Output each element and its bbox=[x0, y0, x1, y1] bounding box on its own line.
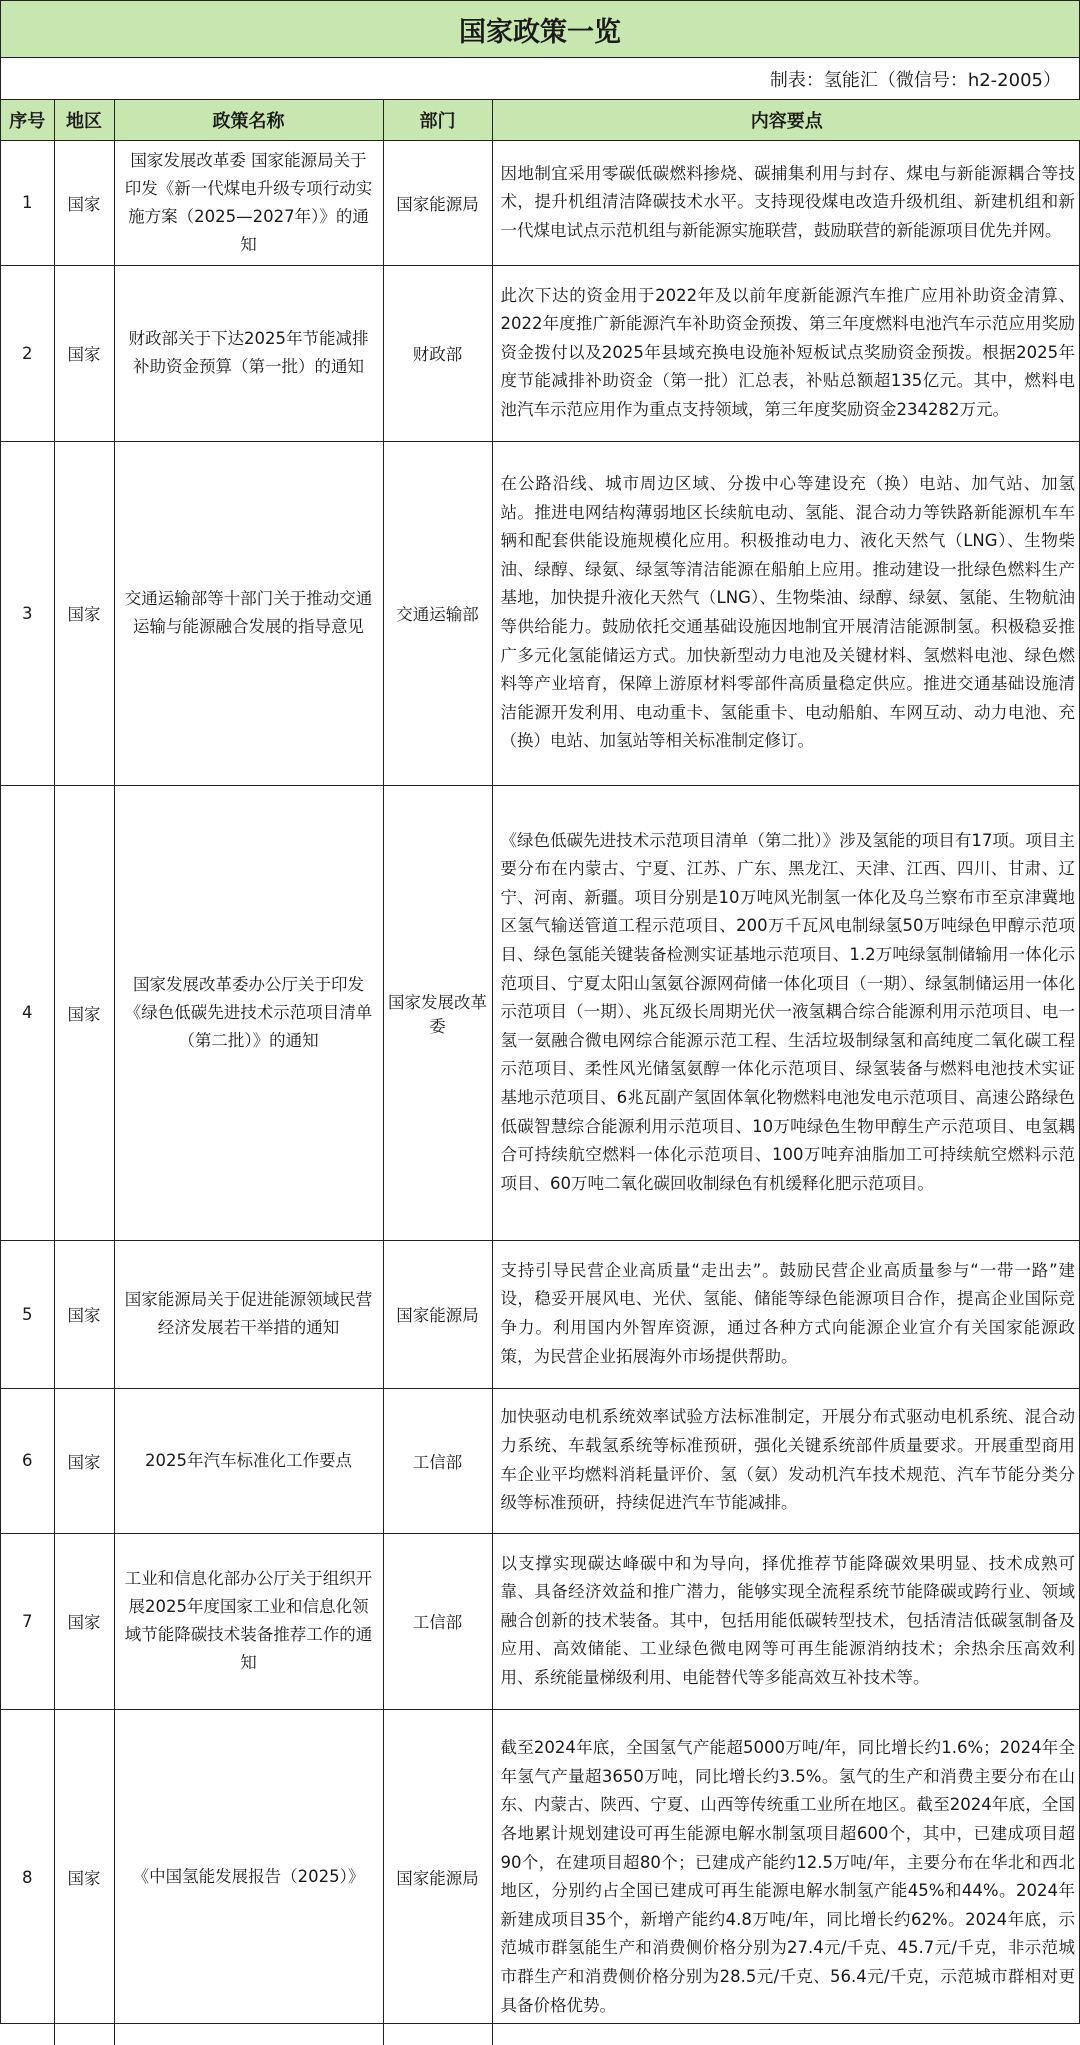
cell-department: 工信部 bbox=[383, 1533, 492, 1709]
cell-department: 国家能源局 bbox=[383, 1709, 492, 2045]
cell-content: 因地制宜采用零碳低碳燃料掺烧、碳捕集利用与封存、煤电与新能源耦合等技术，提升机组清洁降碳技术水平。支持现役煤电改造升级机组、新建机组和新一代煤电试点示范机组与新能源实施联营，鼓励联营的新能源项目优先并网。 bbox=[492, 140, 1080, 265]
cell-no: 1 bbox=[1, 140, 54, 265]
table-row bbox=[1, 265, 1080, 441]
policy-table bbox=[1, 100, 1080, 2045]
cell-policy-name: 《中国氢能发展报告（2025）》 bbox=[114, 1709, 383, 2045]
cell-department: 国家发展改革委 bbox=[383, 785, 492, 1240]
table-row bbox=[1, 785, 1080, 1240]
page-title: 国家政策一览 bbox=[1, 1, 1079, 58]
cell-region: 国家 bbox=[54, 441, 114, 785]
cell-region: 国家 bbox=[54, 1709, 114, 2045]
cell-region: 国家 bbox=[54, 140, 114, 265]
table-row bbox=[1, 1388, 1080, 1533]
header-policy-name: 政策名称 bbox=[114, 100, 383, 140]
table-row bbox=[1, 1533, 1080, 1709]
cell-content: 以支撑实现碳达峰碳中和为导向，择优推荐节能降碳效果明显、技术成熟可靠、具备经济效益和推广潜力，能够实现全流程系统节能降碳或跨行业、领域融合创新的技术装备。其中，包括用能低碳转型技术，包括清洁低碳氢制备及应用、高效储能、工业绿色微电网等可再生能源消纳技术；余热余压高效利用、系统能量梯级利用、电能替代等多能高效互补技术等。 bbox=[492, 1533, 1080, 1709]
table-row bbox=[1, 441, 1080, 785]
cell-no: 6 bbox=[1, 1388, 54, 1533]
cell-no: 7 bbox=[1, 1533, 54, 1709]
cell-department: 交通运输部 bbox=[383, 441, 492, 785]
cell-department: 国家能源局 bbox=[383, 140, 492, 265]
maker-credit: 制表：氢能汇（微信号：h2-2005） bbox=[1, 58, 1079, 100]
cell-content: 加快驱动电机系统效率试验方法标准制定，开展分布式驱动电机系统、混合动力系统、车载氢系统等标准预研，强化关键系统部件质量要求。开展重型商用车企业平均燃料消耗量评价、氢（氨）发动机汽车技术规范、汽车节能分类分级等标准预研，持续促进汽车节能减排。 bbox=[492, 1388, 1080, 1533]
table-row bbox=[1, 1709, 1080, 2045]
cell-policy-name: 2025年汽车标准化工作要点 bbox=[114, 1388, 383, 1533]
cell-content: 支持引导民营企业高质量“走出去”。鼓励民营企业高质量参与“一带一路”建设，稳妥开展风电、光伏、氢能、储能等绿色能源项目合作，提高企业国际竞争力。利用国内外智库资源，通过各种方式向能源企业宣介有关国家能源政策，为民营企业拓展海外市场提供帮助。 bbox=[492, 1240, 1080, 1388]
cell-no: 8 bbox=[1, 1709, 54, 2045]
cell-policy-name: 工业和信息化部办公厅关于组织开展2025年度国家工业和信息化领域节能降碳技术装备推荐工作的通知 bbox=[114, 1533, 383, 1709]
cell-no: 5 bbox=[1, 1240, 54, 1388]
cell-no: 2 bbox=[1, 265, 54, 441]
cell-content: 《绿色低碳先进技术示范项目清单（第二批）》涉及氢能的项目有17项。项目主要分布在内蒙古、宁夏、江苏、广东、黑龙江、天津、江西、四川、甘肃、辽宁、河南、新疆。项目分别是10万吨风光制氢一体化及乌兰察布市至京津冀地区氢气输送管道工程示范项目、200万千瓦风电制绿氢50万吨绿色甲醇示范项目、绿色氢能关键装备检测实证基地示范项目、1.2万吨绿氢制储输用一体化示范项目、宁夏太阳山氢氨谷源网荷储一体化项目（一期）、绿氢制储运用一体化示范项目（一期）、兆瓦级长周期光伏一液氢耦合综合能源利用示范项目、电一氢一氨融合微电网综合能源示范工程、生活垃圾制绿氢和高纯度二氧化碳工程示范项目、柔性风光储氢氨醇一体化示范项目、绿氢装备与燃料电池技术实证基地示范项目、6兆瓦副产氢固体氧化物燃料电池发电示范项目、高速公路绿色低碳智慧综合能源利用示范项目、10万吨绿色生物甲醇生产示范项目、电氢耦合可持续航空燃料一体化示范项目、100万吨弃油脂加工可持续航空燃料示范项目、60万吨二氧化碳回收制绿色有机缓释化肥示范项目。 bbox=[492, 785, 1080, 1240]
table-row bbox=[1, 1240, 1080, 1388]
cell-region: 国家 bbox=[54, 265, 114, 441]
table-header-row bbox=[1, 100, 1080, 140]
cell-department: 财政部 bbox=[383, 265, 492, 441]
cell-content: 截至2024年底，全国氢气产能超5000万吨/年，同比增长约1.6%；2024年全年氢气产量超3650万吨，同比增长约3.5%。氢气的生产和消费主要分布在山东、内蒙古、陕西、宁夏、山西等传统重工业所在地区。截至2024年底，全国各地累计规划建设可再生能源电解水制氢项目超600个，其中，已建成项目超90个，在建项目超80个；已建成产能约12.5万吨/年，主要分布在华北和西北地区，分别约占全国已建成可再生能源电解水制氢产能45%和44%。2024年新建成项目35个，新增产能约4.8万吨/年，同比增长约62%。2024年底，示范城市群氢能生产和消费侧价格分别为27.4元/千克、45.7元/千克，非示范城市群生产和消费侧价格分别为28.5元/千克、56.4元/千克，示范城市群相对更具备价格优势。 bbox=[492, 1709, 1080, 2045]
cell-policy-name: 国家能源局关于促进能源领域民营经济发展若干举措的通知 bbox=[114, 1240, 383, 1388]
cell-content: 此次下达的资金用于2022年及以前年度新能源汽车推广应用补助资金清算、2022年度推广新能源汽车补助资金预拨、第三年度燃料电池汽车示范应用奖励资金拨付以及2025年县域充换电设施补短板试点奖励资金预拨。根据2025年度节能减排补助资金（第一批）汇总表，补贴总额超135亿元。其中，燃料电池汽车示范应用作为重点支持领域，第三年度奖励资金234282万元。 bbox=[492, 265, 1080, 441]
cell-region: 国家 bbox=[54, 1533, 114, 1709]
cell-region: 国家 bbox=[54, 785, 114, 1240]
cell-policy-name: 国家发展改革委 国家能源局关于印发《新一代煤电升级专项行动实施方案（2025—2027年）》的通知 bbox=[114, 140, 383, 265]
header-region: 地区 bbox=[54, 100, 114, 140]
cell-region: 国家 bbox=[54, 1240, 114, 1388]
cell-policy-name: 交通运输部等十部门关于推动交通运输与能源融合发展的指导意见 bbox=[114, 441, 383, 785]
cell-no: 4 bbox=[1, 785, 54, 1240]
cell-department: 工信部 bbox=[383, 1388, 492, 1533]
table-row bbox=[1, 140, 1080, 265]
cell-region: 国家 bbox=[54, 1388, 114, 1533]
header-no: 序号 bbox=[1, 100, 54, 140]
cell-department: 国家能源局 bbox=[383, 1240, 492, 1388]
cell-content: 在公路沿线、城市周边区域、分拨中心等建设充（换）电站、加气站、加氢站。推进电网结构薄弱地区长续航电动、氢能、混合动力等铁路新能源机车车辆和配套供能设施规模化应用。积极推动电力、液化天然气（LNG）、生物柴油、绿醇、绿氨、绿氢等清洁能源在船舶上应用。推动建设一批绿色燃料生产基地，加快提升液化天然气（LNG）、生物柴油、绿醇、绿氨、氢能、生物航油等供给能力。鼓励依托交通基础设施因地制宜开展清洁能源制氢。积极稳妥推广多元化氢能储运方式。加快新型动力电池及关键材料、氢燃料电池、绿色燃料等产业培育，保障上游原材料零部件高质量稳定供应。推进交通基础设施清洁能源开发利用、电动重卡、氢能重卡、电动船舶、车网互动、动力电池、充（换）电站、加氢站等相关标准制定修订。 bbox=[492, 441, 1080, 785]
cell-policy-name: 国家发展改革委办公厅关于印发《绿色低碳先进技术示范项目清单（第二批）》的通知 bbox=[114, 785, 383, 1240]
header-content: 内容要点 bbox=[492, 100, 1080, 140]
cell-no: 3 bbox=[1, 441, 54, 785]
cell-policy-name: 财政部关于下达2025年节能减排补助资金预算（第一批）的通知 bbox=[114, 265, 383, 441]
header-department: 部门 bbox=[383, 100, 492, 140]
